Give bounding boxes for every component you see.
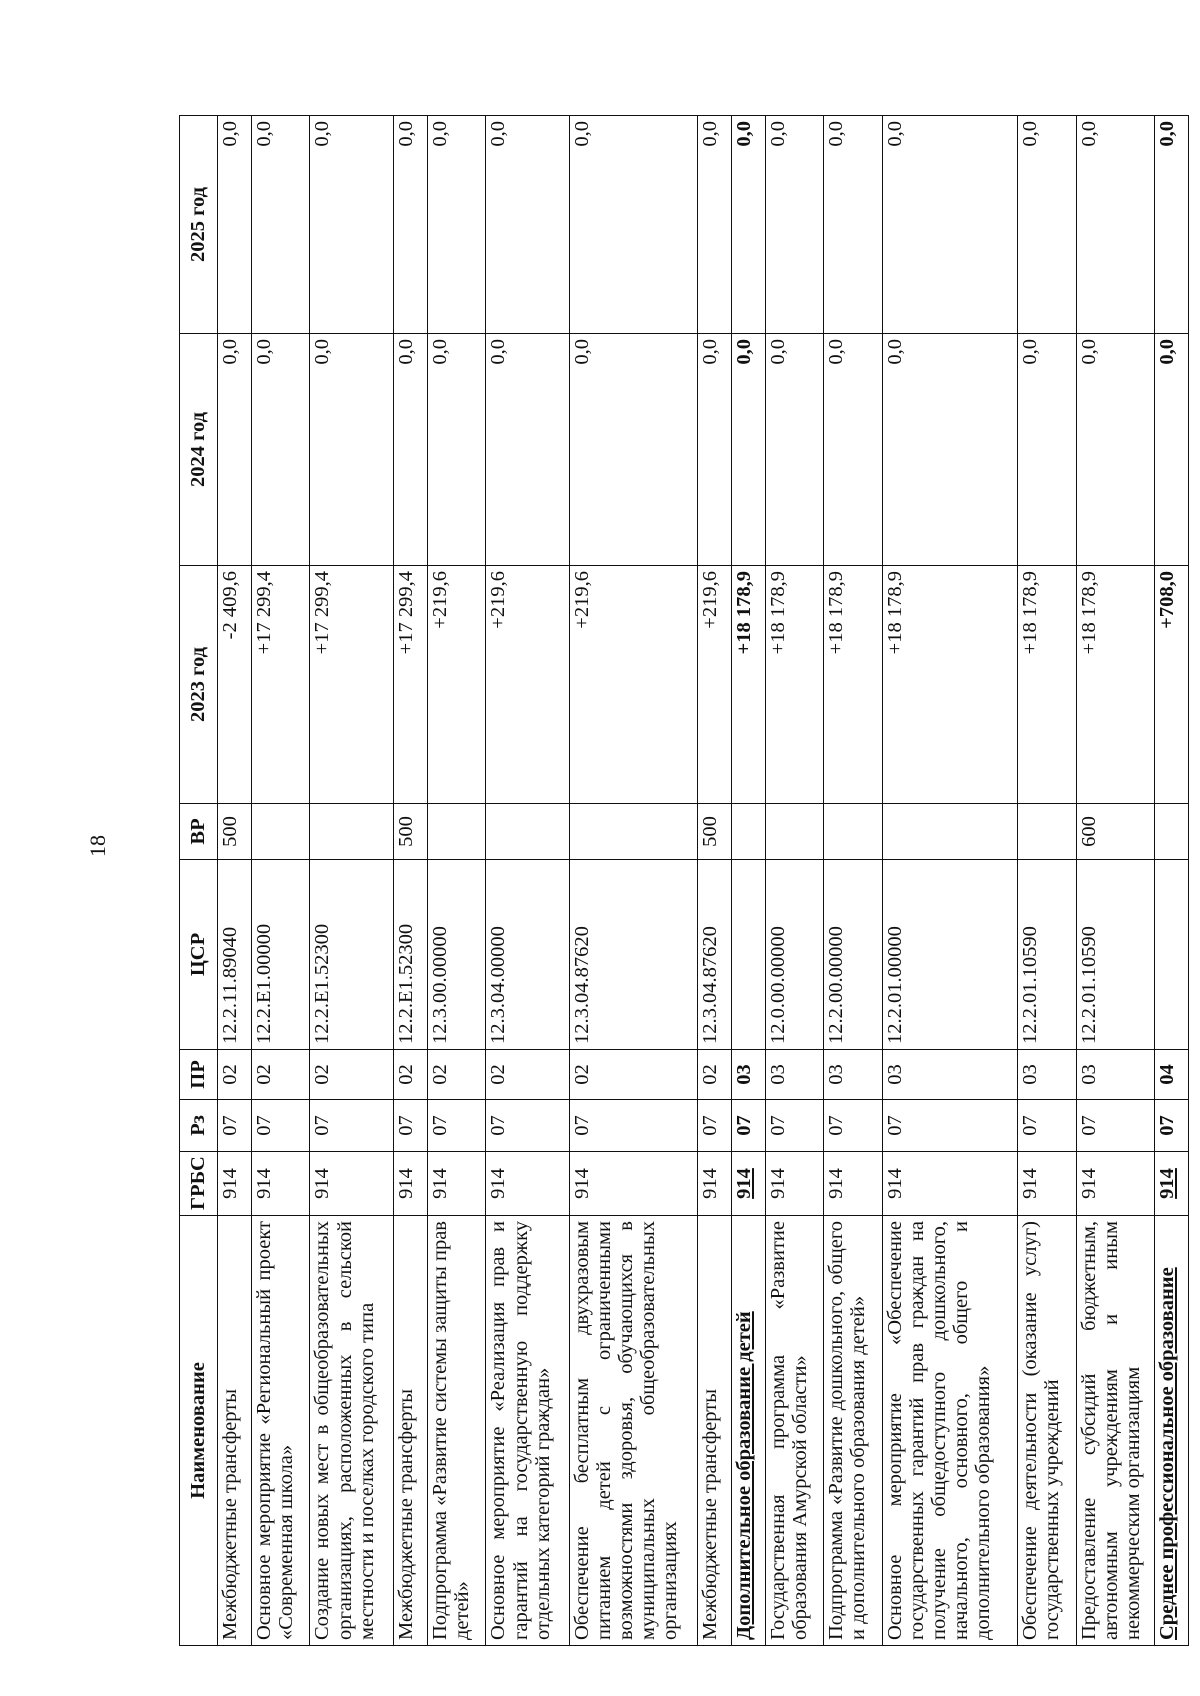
header-2024: 2024 год [180,334,218,566]
row-name: Подпрограмма «Развитие дошкольного, общего и дополнительного образования детей» [824,1216,883,1646]
row-vr: 500 [393,804,427,860]
header-name: Наименование [180,1216,218,1646]
row-pr: 02 [569,1050,697,1100]
row-2025: 0,0 [218,116,252,334]
row-rz: 07 [569,1100,697,1152]
row-2025: 0,0 [1155,116,1189,334]
row-2025: 0,0 [251,116,310,334]
row-grbs: 914 [310,1152,393,1216]
row-vr: 500 [697,804,731,860]
row-2024: 0,0 [882,334,1017,566]
row-2023: +17 299,4 [310,566,393,804]
row-csr: 12.0.00.00000 [765,860,824,1050]
row-grbs: 914 [697,1152,731,1216]
row-name: Дополнительное образование детей [731,1216,765,1646]
row-2024: 0,0 [569,334,697,566]
row-name: Подпрограмма «Развитие системы защиты прав детей» [427,1216,486,1646]
page-number: 18 [85,835,110,857]
row-csr [731,860,765,1050]
table-row-subtotal [1155,116,1189,1646]
header-2023: 2023 год [180,566,218,804]
row-rz: 07 [1155,1100,1189,1152]
row-2023: +18 178,9 [731,566,765,804]
budget-table [179,115,1189,1646]
header-csr: ЦСР [180,860,218,1050]
row-2023: +18 178,9 [1018,566,1077,804]
row-grbs: 914 [569,1152,697,1216]
row-pr: 03 [824,1050,883,1100]
row-pr: 02 [218,1050,252,1100]
row-2023: +18 178,9 [765,566,824,804]
row-2024: 0,0 [218,334,252,566]
row-csr: 12.2.11.89040 [218,860,252,1050]
table-row [569,116,697,1646]
row-pr: 02 [310,1050,393,1100]
row-2023: +18 178,9 [1076,566,1154,804]
row-pr: 03 [882,1050,1017,1100]
row-name: Обеспечение бесплатным двухразовым питанием детей с ограниченными возможностями здоровья, обучающихся в муниципальных общеобразовательных организациях [569,1216,697,1646]
row-name: Основное мероприятие «Реализация прав и гарантий на государственную поддержку отдельных категорий граждан» [486,1216,569,1646]
row-pr: 03 [765,1050,824,1100]
row-name: Создание новых мест в общеобразовательных организациях, расположенных в сельской местности и поселках городского типа [310,1216,393,1646]
row-2023: -2 409,6 [218,566,252,804]
row-grbs: 914 [824,1152,883,1216]
table-row [486,116,569,1646]
table-row [251,116,310,1646]
row-vr [486,804,569,860]
row-2025: 0,0 [765,116,824,334]
row-name: Предоставление субсидий бюджетным, автономным учреждениям и иным некоммерческим организациям [1076,1216,1154,1646]
header-grbs: ГРБС [180,1152,218,1216]
row-rz: 07 [310,1100,393,1152]
row-2024: 0,0 [486,334,569,566]
row-2024: 0,0 [1018,334,1077,566]
row-2024: 0,0 [731,334,765,566]
row-vr [765,804,824,860]
row-2023: +219,6 [569,566,697,804]
table-row [1076,116,1154,1646]
row-rz: 07 [393,1100,427,1152]
table-row [427,116,486,1646]
row-csr [1155,860,1189,1050]
row-name: Межбюджетные трансферты [697,1216,731,1646]
row-vr [251,804,310,860]
row-grbs: 914 [731,1152,765,1216]
row-2024: 0,0 [765,334,824,566]
row-2025: 0,0 [1076,116,1154,334]
row-2025: 0,0 [882,116,1017,334]
row-grbs: 914 [393,1152,427,1216]
row-name: Межбюджетные трансферты [218,1216,252,1646]
row-vr [310,804,393,860]
row-2025: 0,0 [1018,116,1077,334]
row-csr: 12.2.Е1.52300 [393,860,427,1050]
row-pr: 02 [427,1050,486,1100]
row-2024: 0,0 [427,334,486,566]
row-vr [1018,804,1077,860]
row-grbs: 914 [1018,1152,1077,1216]
row-vr [824,804,883,860]
table-row [310,116,393,1646]
row-2023: +708,0 [1155,566,1189,804]
row-2024: 0,0 [697,334,731,566]
row-name: Государственная программа «Развитие образования Амурской области» [765,1216,824,1646]
row-2025: 0,0 [393,116,427,334]
row-name: Основное мероприятие «Обеспечение государственных гарантий прав граждан на получение общедоступного дошкольного, начального, основного, общего и дополнительного образования» [882,1216,1017,1646]
table-row [1018,116,1077,1646]
header-rz: Рз [180,1100,218,1152]
row-csr: 12.2.01.10590 [1076,860,1154,1050]
row-2025: 0,0 [824,116,883,334]
row-rz: 07 [882,1100,1017,1152]
row-2024: 0,0 [824,334,883,566]
row-2023: +219,6 [697,566,731,804]
row-grbs: 914 [427,1152,486,1216]
rotated-table-wrapper [179,116,1189,1646]
header-pr: ПР [180,1050,218,1100]
row-2023: +17 299,4 [251,566,310,804]
row-pr: 02 [486,1050,569,1100]
row-csr: 12.2.Е1.52300 [310,860,393,1050]
row-name: Межбюджетные трансферты [393,1216,427,1646]
row-rz: 07 [765,1100,824,1152]
row-2024: 0,0 [310,334,393,566]
row-name: Обеспечение деятельности (оказание услуг) государственных учреждений [1018,1216,1077,1646]
row-2024: 0,0 [393,334,427,566]
row-2024: 0,0 [251,334,310,566]
row-csr: 12.3.00.00000 [427,860,486,1050]
row-2023: +17 299,4 [393,566,427,804]
row-rz: 07 [1076,1100,1154,1152]
table-row [393,116,427,1646]
row-pr: 03 [1076,1050,1154,1100]
table-row [765,116,824,1646]
row-rz: 07 [218,1100,252,1152]
row-grbs: 914 [486,1152,569,1216]
row-csr: 12.3.04.87620 [697,860,731,1050]
row-rz: 07 [731,1100,765,1152]
row-csr: 12.2.00.00000 [824,860,883,1050]
table-row [824,116,883,1646]
row-pr: 02 [697,1050,731,1100]
row-grbs: 914 [1076,1152,1154,1216]
row-vr: 600 [1076,804,1154,860]
row-vr [1155,804,1189,860]
row-2023: +219,6 [427,566,486,804]
row-rz: 07 [486,1100,569,1152]
row-csr: 12.2.01.10590 [1018,860,1077,1050]
row-vr [731,804,765,860]
row-grbs: 914 [882,1152,1017,1216]
row-2025: 0,0 [697,116,731,334]
table-row [218,116,252,1646]
row-rz: 07 [251,1100,310,1152]
row-pr: 03 [1018,1050,1077,1100]
row-grbs: 914 [251,1152,310,1216]
header-2025: 2025 год [180,116,218,334]
table-row-subtotal [731,116,765,1646]
row-csr: 12.3.04.87620 [569,860,697,1050]
row-rz: 07 [1018,1100,1077,1152]
row-2025: 0,0 [486,116,569,334]
row-grbs: 914 [218,1152,252,1216]
row-pr: 02 [251,1050,310,1100]
row-2025: 0,0 [731,116,765,334]
row-csr: 12.2.01.00000 [882,860,1017,1050]
row-name: Основное мероприятие «Региональный проект «Современная школа» [251,1216,310,1646]
table-row [697,116,731,1646]
row-2024: 0,0 [1155,334,1189,566]
row-2023: +18 178,9 [824,566,883,804]
row-rz: 07 [824,1100,883,1152]
table-header-row [180,116,218,1646]
row-2023: +18 178,9 [882,566,1017,804]
row-2023: +219,6 [486,566,569,804]
row-name: Среднее профессиональное образование [1155,1216,1189,1646]
row-csr: 12.2.Е1.00000 [251,860,310,1050]
row-vr [427,804,486,860]
row-2025: 0,0 [427,116,486,334]
table-row [882,116,1017,1646]
row-grbs: 914 [765,1152,824,1216]
row-pr: 04 [1155,1050,1189,1100]
row-vr [882,804,1017,860]
row-2025: 0,0 [569,116,697,334]
row-2025: 0,0 [310,116,393,334]
row-2024: 0,0 [1076,334,1154,566]
row-vr [569,804,697,860]
header-vr: ВР [180,804,218,860]
row-pr: 03 [731,1050,765,1100]
row-vr: 500 [218,804,252,860]
row-csr: 12.3.04.00000 [486,860,569,1050]
row-rz: 07 [427,1100,486,1152]
row-grbs: 914 [1155,1152,1189,1216]
row-pr: 02 [393,1050,427,1100]
row-rz: 07 [697,1100,731,1152]
